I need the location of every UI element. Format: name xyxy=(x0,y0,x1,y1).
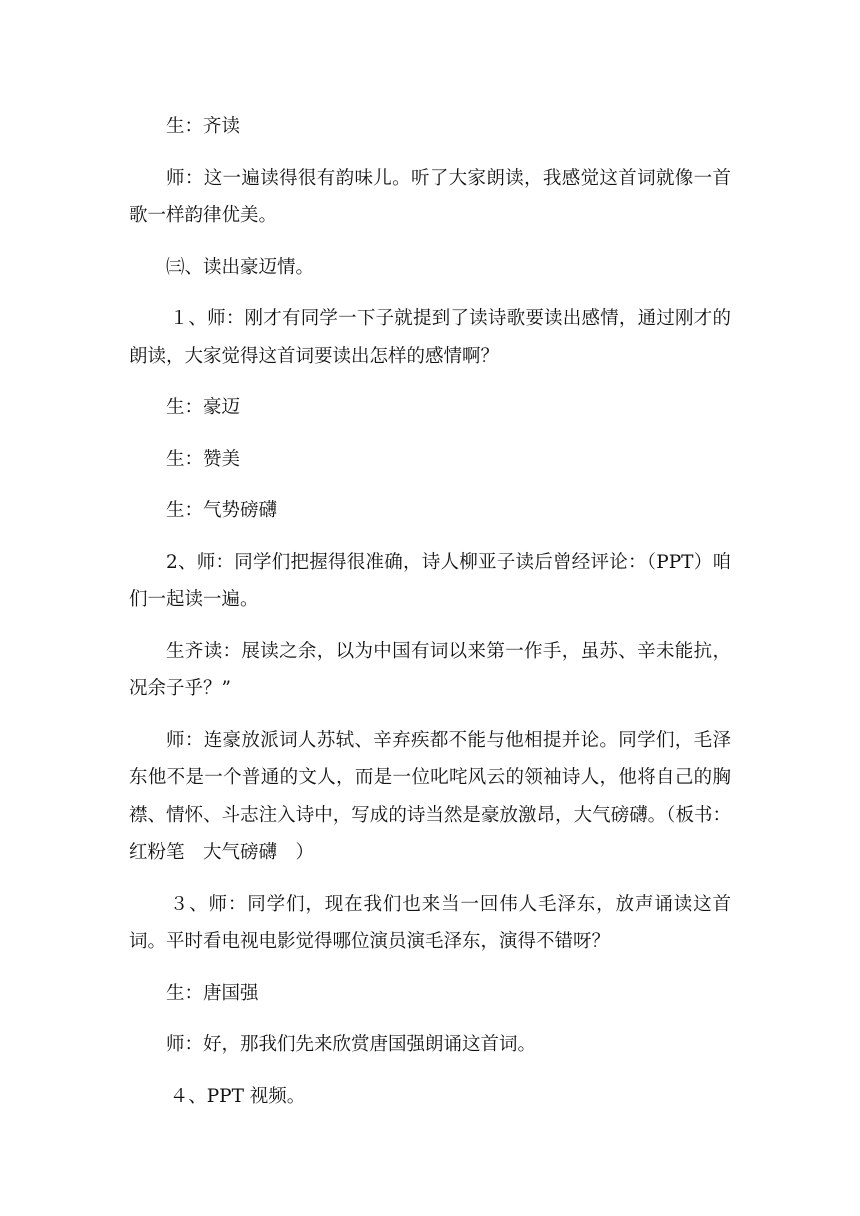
paragraph-teacher-explanation: 师：连豪放派词人苏轼、辛弃疾都不能与他相提并论。同学们，毛泽东他不是一个普通的文人，而是一位叱咤风云的领袖诗人，他将自己的胸襟、情怀、斗志注入诗中，写成的诗当然是豪放激昂，大气磅礴。（板书：红粉笔 大气磅礴 ） xyxy=(129,729,731,863)
paragraph-step-4: ４、PPT 视频。 xyxy=(169,1085,306,1107)
paragraph-student-answer-1: 生：豪迈 xyxy=(166,397,241,418)
paragraph-step-1: １、师：刚才有同学一下子就提到了读诗歌要读出感情，通过刚才的朗读，大家觉得这首词要读出怎样的感情啊？ xyxy=(129,308,731,367)
paragraph-student-answer-4: 生：唐国强 xyxy=(166,982,259,1004)
document-body xyxy=(129,108,731,1129)
paragraph-step-3: ３、师：同学们，现在我们也来当一回伟人毛泽东，放声诵读这首词。平时看电视电影觉得哪位演员演毛泽东，演得不错呀？ xyxy=(129,893,731,952)
paragraph-student-reading: 生：齐读 xyxy=(166,116,241,137)
paragraph-teacher-comment: 师：这一遍读得很有韵味儿。听了大家朗读，我感觉这首词就像一首歌一样韵律优美。 xyxy=(129,167,731,226)
section-heading: ㈢、读出豪迈情。 xyxy=(166,256,315,278)
paragraph-group-reading: 生齐读：展读之余，以为中国有词以来第一作手，虽苏、辛未能抗，况余子乎？” xyxy=(129,640,731,699)
paragraph-student-answer-3: 生：气势磅礴 xyxy=(166,500,278,521)
paragraph-student-answer-2: 生：赞美 xyxy=(166,448,241,470)
paragraph-teacher-reply: 师：好，那我们先来欣赏唐国强朗诵这首词。 xyxy=(166,1034,537,1055)
paragraph-step-2: 2、师：同学们把握得很准确，诗人柳亚子读后曾经评论：（PPT）咱们一起读一遍。 xyxy=(129,551,731,610)
